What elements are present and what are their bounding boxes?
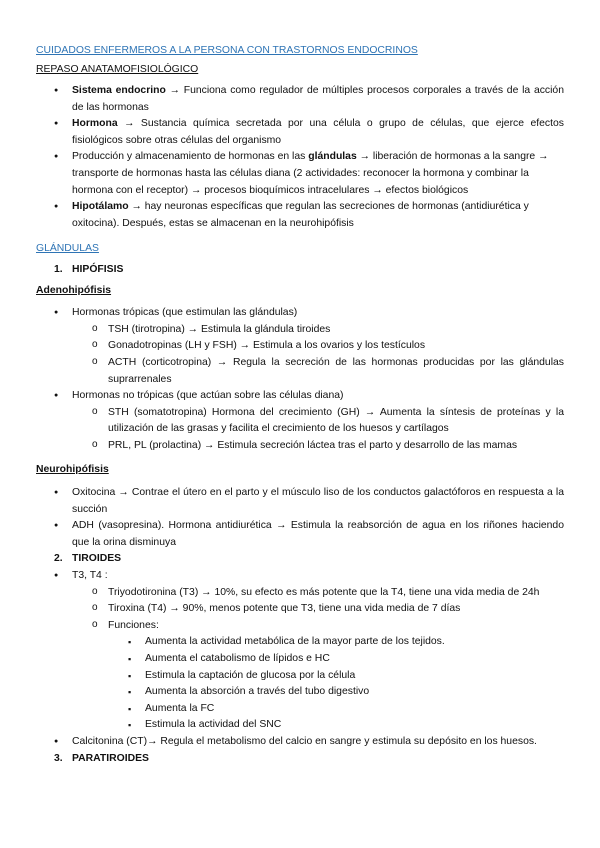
item-text: Gonadotropinas (LH y FSH) → Estimula a los ovarios y los testículos	[108, 340, 426, 352]
neuro-list	[36, 485, 564, 551]
item-text: Aumenta la absorción a través del tubo digestivo	[145, 686, 370, 698]
list-item	[36, 668, 564, 685]
neurohipofisis-heading: Neurohipófisis	[36, 464, 109, 476]
list-item	[36, 355, 564, 388]
glandulas-heading: GLÁNDULAS	[36, 243, 99, 255]
item-text: T3, T4 :	[72, 570, 108, 582]
item-text: Calcitonina (CT)→ Regula el metabolismo del calcio en sangre y estimula su depósito en los huesos.	[72, 735, 537, 747]
item-text: STH (somatotropina) Hormona del crecimiento (GH) → Aumenta la síntesis de proteínas y la utilización de las grasas y facilita el crecimiento de los huesos y cartílagos	[108, 406, 564, 435]
item-text: Estimula la captación de glucosa por la célula	[145, 669, 356, 681]
term: Sistema endocrino	[72, 85, 166, 96]
intro-list	[36, 83, 564, 232]
list-item	[36, 485, 564, 518]
list-item	[36, 568, 564, 585]
heading-number: 2.	[54, 553, 63, 565]
list-item	[36, 338, 564, 355]
hipofisis-heading-list	[36, 262, 564, 279]
heading-number: 1.	[54, 263, 63, 275]
list-item	[36, 684, 564, 701]
definition: → hay neuronas específicas que regulan las secreciones de hormonas (antidiurética y oxitocina). Después, estas se almacenan en la neurohipófisis	[72, 201, 529, 229]
definition: → Sustancia química secretada por una célula o grupo de células, que ejerce efectos fisiológicos sobre otras células del organismo	[72, 118, 564, 146]
paratiroides-heading-list	[36, 751, 564, 768]
tiroides-list	[36, 568, 564, 751]
numbered-heading	[36, 551, 564, 568]
item-text: ACTH (corticotropina) → Regula la secreción de las hormonas producidas por las glándulas suprarrenales	[108, 356, 564, 385]
item-text: Funciones:	[108, 619, 159, 631]
list-item	[36, 322, 564, 339]
item-text: ADH (vasopresina). Hormona antidiurética → Estimula la reabsorción de agua en los riñones haciendo que la orina disminuya	[72, 520, 564, 548]
definition: → Funciona como regulador de múltiples procesos corporales a través de la acción de las hormonas	[72, 85, 564, 113]
item-text: Estimula la actividad del SNC	[145, 719, 282, 731]
item-text: PRL, PL (prolactina) → Estimula secreción láctea tras el parto y desarrollo de las mamas	[108, 439, 518, 451]
heading-text: TIROIDES	[72, 553, 122, 565]
adenohipofisis-heading: Adenohipófisis	[36, 284, 112, 296]
list-item	[36, 634, 564, 651]
heading-text: PARATIROIDES	[72, 752, 149, 764]
list-item	[36, 618, 564, 635]
item-text: TSH (tirotropina) → Estimula la glándula tiroides	[108, 323, 331, 335]
list-item	[36, 405, 564, 438]
term: Hipotálamo	[72, 201, 129, 213]
list-item	[36, 717, 564, 734]
item-text: Hormonas no trópicas (que actúan sobre las células diana)	[72, 390, 344, 402]
list-item	[36, 116, 564, 149]
item-text: Oxitocina → Contrae el útero en el parto y el músculo liso de los conductos galactóforos en respuesta a la succión	[72, 487, 564, 515]
list-item	[36, 651, 564, 668]
item-text: Aumenta el catabolismo de lípidos e HC	[145, 653, 330, 664]
list-item	[36, 518, 564, 551]
item-text: Aumenta la actividad metabólica de la mayor parte de los tejidos.	[145, 636, 445, 648]
item-text: Triyodotironina (T3) → 10%, su efecto es más potente que la T4, tiene una vida media de 24h	[108, 586, 540, 598]
definition: → liberación de hormonas a la sangre → transporte de hormonas hasta las células diana (2 actividades: reconocer la hormona y combinar la hormona con el receptor) → procesos bioquímicos intracelulares → efectos biológicos	[72, 151, 549, 196]
list-item	[36, 438, 564, 455]
numbered-heading	[36, 751, 564, 768]
list-item	[36, 199, 564, 232]
numbered-heading	[36, 262, 564, 279]
definition-prefix: Producción y almacenamiento de hormonas en las	[72, 151, 309, 163]
item-text: Aumenta la FC	[145, 702, 215, 714]
list-item	[36, 305, 564, 322]
heading-text: HIPÓFISIS	[72, 263, 124, 275]
list-item	[36, 701, 564, 718]
list-item	[36, 585, 564, 602]
item-text: Tiroxina (T4) → 90%, menos potente que T3, tiene una vida media de 7 días	[108, 603, 461, 615]
list-item	[36, 734, 564, 751]
list-item	[36, 601, 564, 618]
section-subtitle: REPASO ANATAMOFISIOLÓGICO	[36, 64, 199, 75]
term: glándulas	[308, 151, 357, 163]
tiroides-heading-list	[36, 551, 564, 568]
list-item	[36, 149, 564, 199]
heading-number: 3.	[54, 752, 63, 764]
list-item	[36, 83, 564, 116]
term: Hormona	[72, 118, 118, 130]
document-title: CUIDADOS ENFERMEROS A LA PERSONA CON TRASTORNOS ENDOCRINOS	[36, 45, 418, 56]
adeno-list	[36, 305, 564, 454]
item-text: Hormonas trópicas (que estimulan las glándulas)	[72, 307, 298, 319]
list-item	[36, 388, 564, 405]
